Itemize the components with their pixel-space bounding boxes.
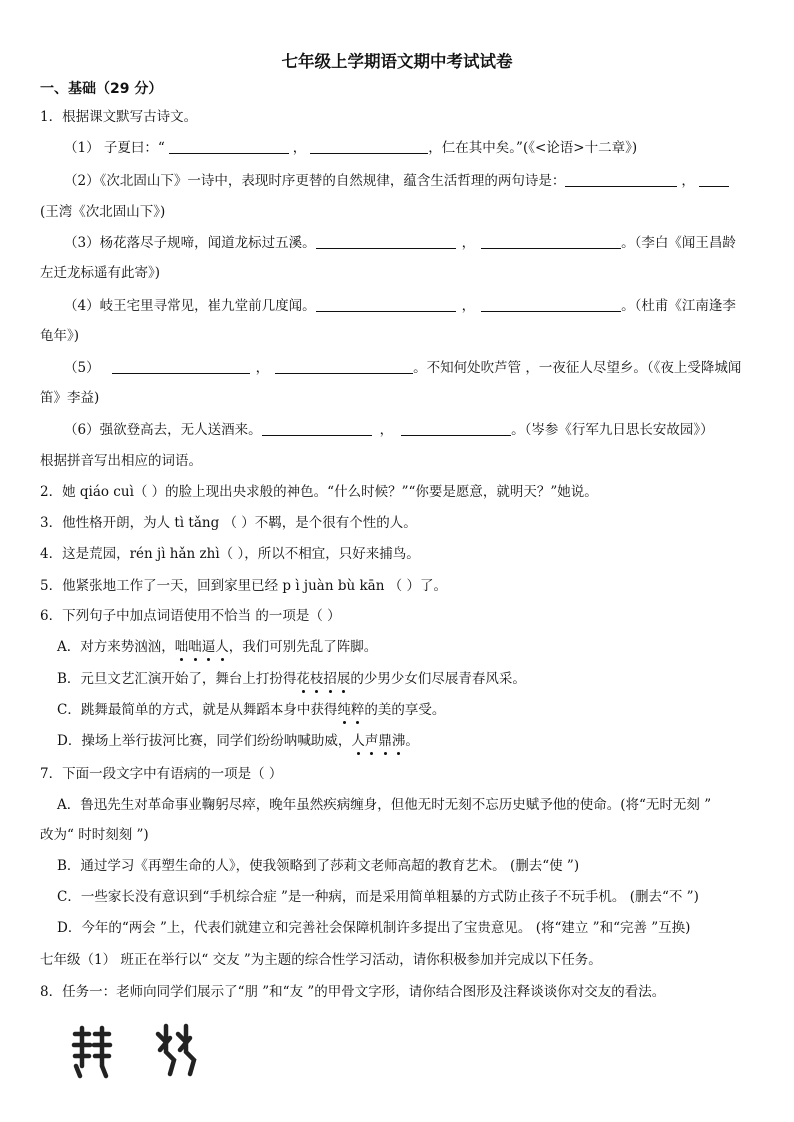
dotted-word (337, 702, 364, 718)
q3: 3．他性格开朗，为人 tì tǎng （ ）不羁，是个很有个性的人。 (40, 515, 417, 531)
answer-blank[interactable] (565, 172, 677, 187)
q7-option-d[interactable]: D．今年的“两会 ”上，代表们就建立和完善社会保障机制许多提出了宝贵意见。 (将“建立 ”和“完善 ”互换) (57, 920, 691, 936)
q1-item-3-source: 左迁龙标遥有此寄》) (40, 265, 161, 281)
dotted-char: 人 (351, 733, 365, 749)
q6-option-a[interactable]: A．对方来势汹汹，咄咄逼人，我们可别先乱了阵脚。 (57, 639, 378, 655)
answer-blank[interactable] (481, 234, 621, 249)
pinyin-intro: 根据拼音写出相应的词语。 (40, 453, 202, 469)
q1-item-4-source: 龟年》) (40, 328, 80, 344)
activity-intro: 七年级（1） 班正在举行以“ 交友 ”为主题的综合性学习活动，请你积极参加并完成以下任务。 (40, 952, 602, 968)
q2: 2．她 qiáo cuì（ ）的脸上现出央求般的神色。“什么时候？”“你要是愿意，就明天？”她说。 (40, 484, 598, 500)
dotted-char: 咄 (174, 639, 189, 655)
dotted-char: 沸 (391, 733, 406, 749)
answer-blank[interactable] (275, 359, 413, 374)
answer-blank[interactable] (316, 297, 456, 312)
dotted-char: 人 (215, 639, 229, 655)
oracle-bone-figure (70, 1022, 210, 1082)
q6-option-b[interactable]: B．元旦文艺汇演开始了，舞台上打扮得花枝招展的少男少女们尽展青春风采。 (57, 671, 526, 687)
oracle-bone-peng-icon (74, 1028, 110, 1076)
q5: 5．他紧张地工作了一天，回到家里已经 p ì juàn bù kān （ ）了。 (40, 578, 447, 594)
dotted-char: 招 (323, 671, 337, 687)
q7-option-a-cont: 改为“ 时时刻刻 ”) (40, 827, 149, 843)
dotted-char: 粹 (350, 702, 365, 718)
q6-stem: 6．下列句子中加点词语使用不恰当 的一项是（ ） (40, 608, 341, 624)
answer-blank[interactable] (481, 297, 621, 312)
dotted-char: 逼 (201, 639, 216, 655)
q1-item-2: （2）《次北固山下》一诗中，表现时序更替的自然规律，蕴含生活哲理的两句诗是： ， (64, 172, 729, 190)
section-heading: 一、基础（29 分） (40, 81, 163, 97)
answer-blank[interactable] (401, 421, 511, 436)
dotted-word (296, 671, 350, 687)
dotted-char: 纯 (337, 702, 351, 718)
dotted-word (351, 733, 405, 749)
answer-blank[interactable] (112, 359, 250, 374)
oracle-bone-you-icon (158, 1026, 194, 1074)
q7-stem: 7．下面一段文字中有语病的一项是（ ） (40, 766, 283, 782)
q1-item-3: （3）杨花落尽子规啼，闻道龙标过五溪。 ， 。（李白《闻王昌龄 (64, 235, 736, 251)
q1-item-5: （5） ， 。不知何处吹芦管 ，一夜征人尽望乡。（《夜上受降城闻 (64, 360, 742, 376)
dotted-char: 展 (336, 671, 351, 687)
answer-blank[interactable] (262, 421, 372, 436)
q1-item-1: （1） 子夏曰：“ ， ，仁在其中矣。”(《<论语>十二章》) (64, 140, 638, 156)
answer-blank[interactable] (316, 234, 456, 249)
q7-option-b[interactable]: B．通过学习《再塑生命的人》，使我领略到了莎莉文老师高超的教育艺术。 (删去“使 ”) (57, 858, 580, 874)
dotted-word (175, 639, 229, 655)
q1-item-5-source: 笛》李益) (40, 390, 100, 406)
dotted-char: 枝 (309, 671, 324, 687)
answer-blank[interactable] (169, 139, 289, 154)
q1-item-4: （4）岐王宅里寻常见，崔九堂前几度闻。 ， 。（杜甫《江南逢李 (64, 298, 736, 314)
answer-blank[interactable] (310, 139, 428, 154)
q1-item-6: （6）强欲登高去，无人送酒来。 ， 。（岑参《行军九日思长安故园》） (64, 422, 714, 438)
dotted-char: 花 (296, 671, 310, 687)
q6-option-c[interactable]: C．跳舞最简单的方式，就是从舞蹈本身中获得纯粹的美的享受。 (57, 702, 446, 718)
q7-option-c[interactable]: C．一些家长没有意识到“手机综合症 ”是一种病，而是采用简单粗暴的方式防止孩子不玩手机。 (删去“不 ”) (57, 889, 699, 905)
dotted-char: 咄 (188, 639, 202, 655)
exam-title: 七年级上学期语文期中考试试卷 (281, 52, 513, 71)
q8: 8．任务一：老师向同学们展示了“朋 ”和“友 ”的甲骨文字形，请你结合图形及注释谈谈你对交友的看法。 (40, 984, 666, 1000)
dotted-char: 声 (364, 733, 379, 749)
q6-option-d[interactable]: D．操场上举行拔河比赛，同学们纷纷呐喊助威，人声鼎沸。 (57, 733, 419, 749)
dotted-char: 鼎 (378, 733, 392, 749)
q1-item-2-source: (王湾《次北固山下》) (40, 204, 166, 220)
q7-option-a[interactable]: A．鲁迅先生对革命事业鞠躬尽瘁，晚年虽然疾病缠身，但他无时无刻不忘历史赋予他的使命。(将“无时无刻 ” (57, 797, 712, 813)
q4: 4．这是荒园，rén jì hǎn zhì（ ），所以不相宜，只好来捕鸟。 (40, 546, 420, 562)
answer-blank[interactable] (699, 172, 729, 187)
q1-stem: 1．根据课文默写古诗文。 (40, 109, 198, 125)
